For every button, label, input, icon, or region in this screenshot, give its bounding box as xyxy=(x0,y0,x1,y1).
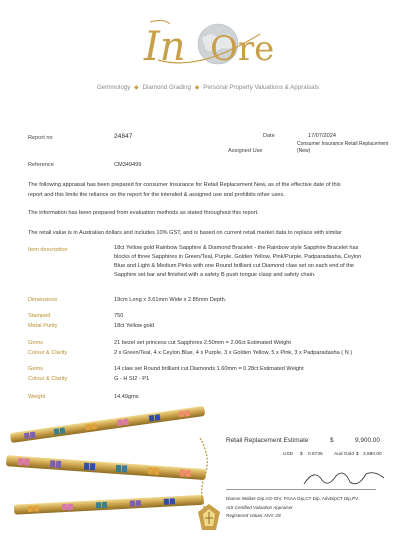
aud-gold-label: Aud Gold xyxy=(334,452,355,457)
metal-purity-label: Metal Purity xyxy=(28,323,58,329)
intro-line-4: The retail value is in Australian dollars and includes 10% GST, and is based on current retail market data to replace with similar xyxy=(28,230,342,236)
intro-line-2: report and this limits the reliance on the report for the intended & assigned use and prohibits other uses. xyxy=(28,192,285,198)
signature-line xyxy=(226,489,376,490)
date-value: 17/07/2024 xyxy=(308,133,336,139)
reference-value: CM349499 xyxy=(114,162,142,168)
report-no-label: Report no xyxy=(28,135,53,141)
currency-symbol: $ xyxy=(330,437,334,444)
stamped-value: 750 xyxy=(114,313,124,319)
colour-clarity-label: Colour & Clarity xyxy=(28,376,68,382)
estimate-label: Retail Replacement Estimate xyxy=(226,437,309,444)
aud-gold-symbol: $ xyxy=(356,452,359,457)
item-description-line: Sapphire set bar and finished with a safety B push tongue clasp and safety chain. xyxy=(114,272,316,278)
tagline-gemmology: Gemmology xyxy=(96,84,131,91)
intro-line-1: The following appraisal has been prepared for consumer Insurance for Retail Replacement New, as of the effective date of this xyxy=(28,182,341,188)
colour-clarity-label: Colour & Clarity xyxy=(28,350,68,356)
gems-label: Gems xyxy=(28,366,43,372)
gems-label: Gems xyxy=(28,340,43,346)
item-description-line: 18ct Yellow gold Rainbow Sapphire & Diamond Bracelet - the Rainbow style Sapphire Bracelet has xyxy=(114,245,359,251)
usd-label: USD xyxy=(283,452,294,457)
intro-line-3: The information has been prepared from evaluation methods as stated throughout this report. xyxy=(28,210,259,216)
colour-clarity-sapphire-value: 2 x Green/Teal, 4 x Ceylon Blue, 4 x Purple, 3 x Golden Yellow, 5 x Pink, 3 x Padparadasha ( N ) xyxy=(114,350,353,356)
usd-rate: 0.6735 xyxy=(308,452,323,457)
item-description-line: Blue and Light & Medium Pinks with one Round brilliant cut Diamond claw set on each end of the xyxy=(114,263,355,269)
diamond-icon: ◆ xyxy=(194,84,200,91)
inore-logo xyxy=(130,14,290,76)
svg-text:In: In xyxy=(144,24,186,70)
metal-purity-value: 18ct Yellow gold xyxy=(114,323,155,329)
bracelet-photo xyxy=(4,398,214,536)
certification-badge-icon xyxy=(196,502,222,534)
item-description-line: blocks of three Sapphires in Green/Teal, Purple, Golden Yellow, Pink/Purple, Padparadasha, Ceylon xyxy=(114,254,362,260)
appraiser-title: AIS Certified Valuation Appraiser xyxy=(226,505,293,510)
gems-sapphire-value: 21 bezel set princess cut Sapphires 2.50mm = 2.06ct Estimated Weight xyxy=(114,340,291,346)
dimensions-value: 19cm Long x 3.61mm Wide x 2.85mm Depth. xyxy=(114,297,227,303)
assigned-use-line1: Consumer Insurance Retail Replacement xyxy=(297,141,389,147)
diamond-icon: ◆ xyxy=(134,84,139,91)
appraiser-name: Dianne Walker Dip.AG-GIV, FGAA Dip,CT Dip, AdvDipCT Dip,PV. xyxy=(226,496,360,501)
appraiser-registration: Registered Valuer AIVs' 28 xyxy=(226,513,281,518)
item-description-label: Item description xyxy=(28,247,68,253)
report-no-value: 24847 xyxy=(114,133,133,140)
assigned-use-label: Assigned Use xyxy=(228,148,263,154)
weight-label: Weight xyxy=(28,394,46,400)
dimensions-label: Dimensions xyxy=(28,297,58,303)
colour-clarity-diamond-value: G - H SI2 - P1 xyxy=(114,376,150,382)
signature xyxy=(300,466,390,490)
stamped-label: Stamped xyxy=(28,313,51,319)
tagline-valuations: Personal Property Valuations & Appraisals xyxy=(203,84,320,91)
reference-label: Reference xyxy=(28,162,54,168)
weight-value: 14.49gms xyxy=(114,394,139,400)
aud-gold-value: 3,880.00 xyxy=(363,452,382,457)
estimate-value: 9,900.00 xyxy=(355,437,380,444)
tagline xyxy=(0,84,416,91)
assigned-use-line2: (New) xyxy=(297,148,311,154)
gems-diamond-value: 14 claw set Round brilliant cut Diamonds 1.60mm = 0.28ct Estimated Weight xyxy=(114,366,304,372)
header xyxy=(0,14,416,91)
usd-symbol: $ xyxy=(300,452,303,457)
svg-text:Ore: Ore xyxy=(210,29,275,69)
tagline-diamond-grading: Diamond Grading xyxy=(142,84,192,91)
date-label: Date xyxy=(263,133,275,139)
